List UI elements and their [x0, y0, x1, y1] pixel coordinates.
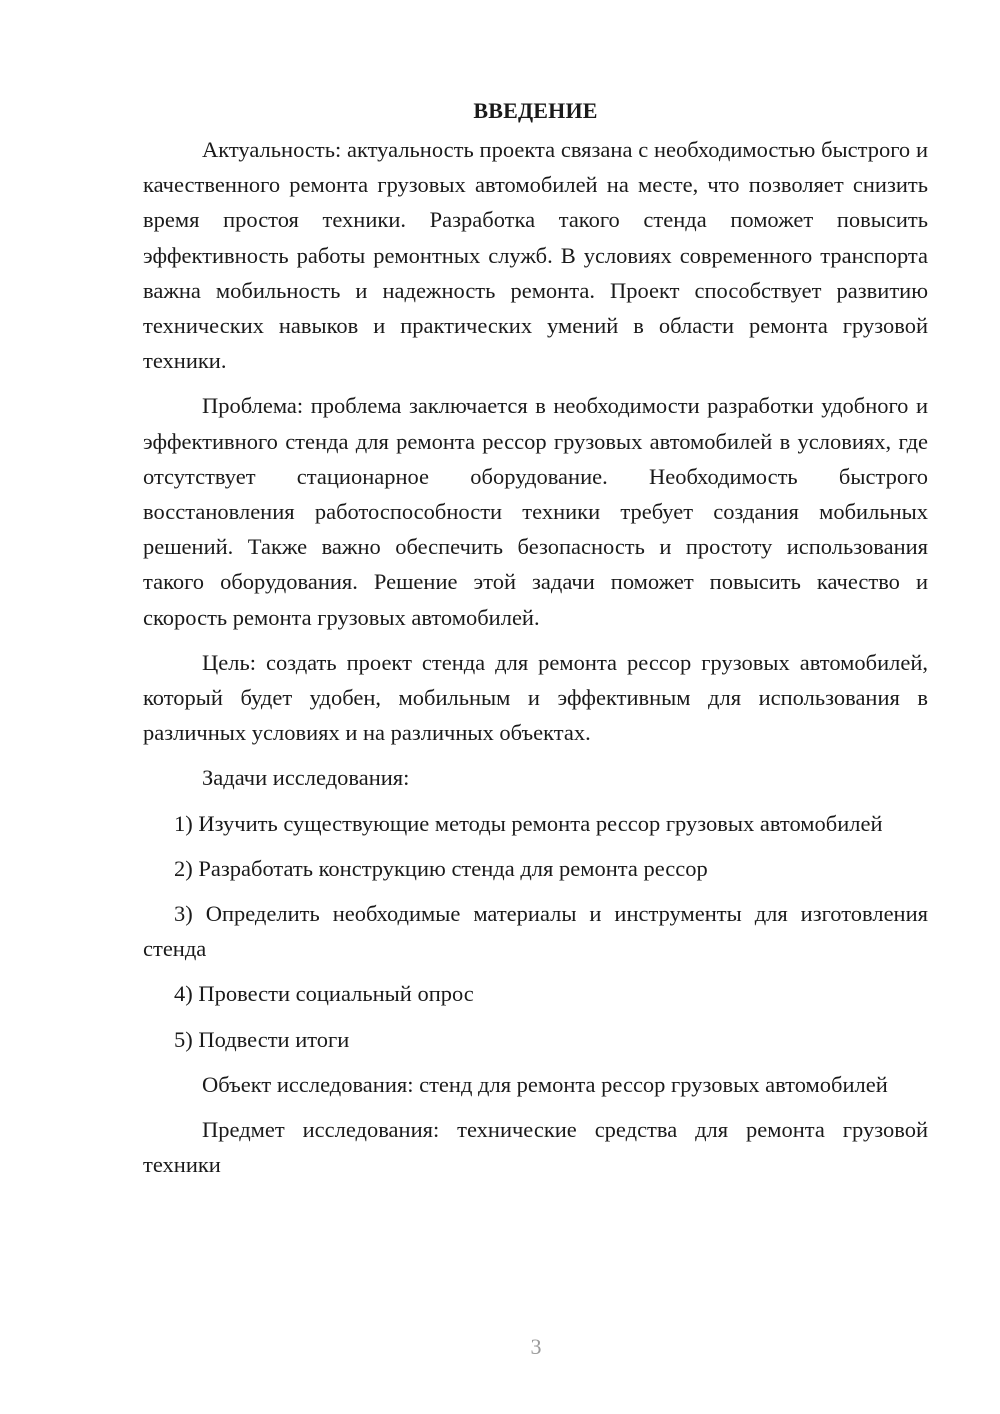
list-item: 1) Изучить существующие методы ремонта рессор грузовых автомобилей [174, 810, 883, 836]
relevance-paragraph: Актуальность: актуальность проекта связана с необходимостью быстрого и качественного ремонта грузовых автомобилей на месте, что позволяет снизить время простоя техники. Разработка такого стенда поможет повысить эффективность работы ремонтных служб. В условиях современного транспорта важна мобильность и надежность ремонта. Проект способствует развитию технических навыков и практических умений в области ремонта грузовой техники. [143, 137, 928, 374]
page-number: 3 [530, 1334, 542, 1359]
object-paragraph: Объект исследования: стенд для ремонта рессор грузовых автомобилей [202, 1071, 888, 1097]
list-item: 2) Разработать конструкцию стенда для ремонта рессор [174, 855, 708, 881]
subject-paragraph: Предмет исследования: технические средства для ремонта грузовой техники [143, 1117, 928, 1178]
tasks-list [143, 806, 928, 1057]
goal-paragraph: Цель: создать проект стенда для ремонта рессор грузовых автомобилей, который будет удобен, мобильным и эффективным для использования в различных условиях и на различных объектах. [143, 649, 928, 746]
list-item: 5) Подвести итоги [174, 1026, 350, 1052]
tasks-title: Задачи исследования: [202, 765, 410, 791]
document-page [143, 96, 928, 1192]
list-item: 4) Провести социальный опрос [174, 981, 474, 1007]
section-heading: ВВЕДЕНИЕ [473, 98, 598, 123]
problem-paragraph: Проблема: проблема заключается в необходимости разработки удобного и эффективного стенда для ремонта рессор грузовых автомобилей в условиях, где отсутствует стационарное оборудование. Необходимость быстрого восстановления работоспособности техники требует создания мобильных решений. Также важно обеспечить безопасность и простоту использования такого оборудования. Решение этой задачи поможет повысить качество и скорость ремонта грузовых автомобилей. [143, 393, 928, 630]
list-item: 3) Определить необходимые материалы и инструменты для изготовления стенда [143, 901, 928, 962]
